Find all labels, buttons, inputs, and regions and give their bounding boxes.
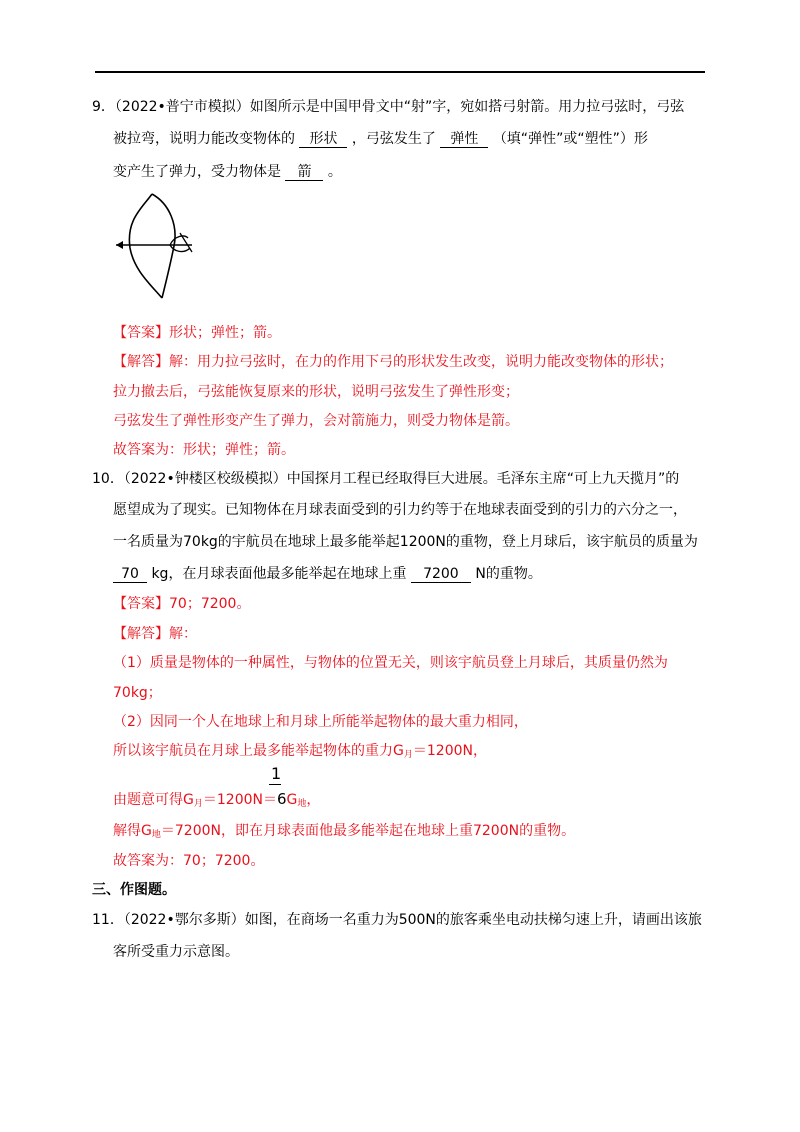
q10-line4-text-b: N的重物。 bbox=[475, 566, 542, 582]
q10-analysis-p5 bbox=[113, 821, 575, 845]
q11-line1: 11．（2022•鄂尔多斯）如图，在商场一名重力为500N的旅客乘坐电动扶梯匀速上升，请画出该旅 bbox=[92, 912, 702, 928]
q9-blank-1: 形状 bbox=[299, 131, 347, 148]
q10-p5-text-b: ＝7200N，即在月球表面他最多能举起在地球上重7200N的重物。 bbox=[160, 823, 576, 839]
q9-line3-text-a: 变产生了弹力，受力物体是 bbox=[113, 164, 281, 180]
q10-line2: 愿望成为了现实。已知物体在月球表面受到的引力约等于在地球表面受到的引力的六分之一， bbox=[113, 502, 687, 518]
q9-line2-text-a: 被拉弯，说明力能改变物体的 bbox=[113, 131, 295, 147]
q10-p3-text-a: 所以该宇航员在月球上最多能举起物体的重力G bbox=[113, 743, 404, 759]
section-heading: 三、作图题。 bbox=[92, 882, 176, 898]
bow-arrow-figure bbox=[112, 190, 204, 302]
q10-p5-text-a: 解得G bbox=[113, 823, 152, 839]
q10-blank-2: 7200 bbox=[411, 566, 471, 583]
arrow-head-icon bbox=[116, 241, 123, 249]
q10-analysis-p3 bbox=[113, 741, 487, 765]
q10-analysis-head: 【解答】解： bbox=[113, 626, 197, 642]
q10-p5-subscript: 地 bbox=[151, 830, 161, 840]
q9-line1: 9．（2022•普宁市模拟）如图所示是中国甲骨文中“射”字，宛如搭弓射箭。用力拉弓弦时，弓弦 bbox=[92, 99, 685, 115]
q10-p4-subscript-2: 地 bbox=[297, 799, 307, 809]
q10-p4-text-a: 由题意可得G bbox=[113, 792, 194, 808]
q10-p4-subscript: 月 bbox=[193, 799, 203, 809]
q11-line2: 客所受重力示意图。 bbox=[113, 944, 239, 960]
q10-analysis-p1b: 70kg； bbox=[113, 685, 162, 701]
bow-limb-line bbox=[152, 194, 175, 298]
q9-line3 bbox=[113, 162, 342, 182]
q9-analysis-1: 【解答】解：用力拉弓弦时，在力的作用下弓的形状发生改变，说明力能改变物体的形状； bbox=[113, 354, 673, 370]
q10-p4-text-c: G bbox=[286, 792, 298, 808]
q9-line3-text-b: 。 bbox=[327, 164, 342, 180]
q10-analysis-p2: （2）因同一个人在地球上和月球上所能举起物体的最大重力相同， bbox=[113, 714, 528, 730]
arrow-nock-line bbox=[180, 233, 192, 252]
q10-p4-text-b: ＝1200N＝ bbox=[202, 792, 277, 808]
q9-line2-text-b: ，弓弦发生了 bbox=[351, 131, 436, 147]
q9-line2 bbox=[113, 129, 648, 149]
q10-p3-text-b: ＝1200N， bbox=[412, 743, 487, 759]
q10-line1: 10．（2022•钟楼区校级模拟）中国探月工程已经取得巨大进展。毛泽东主席“可上九天揽月”的 bbox=[92, 471, 680, 487]
bow-string-line bbox=[129, 194, 162, 298]
fraction-denominator: 6 bbox=[276, 790, 287, 808]
header-rule bbox=[95, 71, 705, 73]
q9-answer: 【答案】形状；弹性；箭。 bbox=[113, 325, 281, 341]
q10-analysis-p1: （1）质量是物体的一种属性，与物体的位置无关，则该宇航员登上月球后，其质量仍然为 bbox=[113, 655, 668, 671]
fraction-numerator: 1 bbox=[271, 764, 282, 783]
q10-final-answer: 故答案为：70；7200。 bbox=[113, 853, 265, 869]
q10-p4-text-d: ， bbox=[306, 792, 321, 808]
q10-line3: 一名质量为70kg的宇航员在地球上最多能举起1200N的重物，登上月球后，该宇航员的质量为 bbox=[113, 534, 698, 550]
q10-p3-subscript: 月 bbox=[403, 750, 413, 760]
q9-final-answer: 故答案为：形状；弹性；箭。 bbox=[113, 442, 295, 458]
q9-blank-3: 箭 bbox=[285, 164, 323, 181]
q9-analysis-2: 拉力撤去后，弓弦能恢复原来的形状，说明弓弦发生了弹性形变； bbox=[113, 384, 519, 400]
q9-blank-2: 弹性 bbox=[440, 131, 488, 148]
q10-answer: 【答案】70；7200。 bbox=[113, 596, 251, 612]
q9-line2-text-c: （填“弹性”或“塑性”）形 bbox=[492, 131, 648, 147]
fraction-bar bbox=[269, 784, 281, 785]
q10-blank-1: 70 bbox=[113, 566, 147, 583]
q10-analysis-p4 bbox=[113, 789, 320, 814]
q10-line4-text-a: kg，在月球表面他最多能举起在地球上重 bbox=[151, 566, 407, 582]
q10-line4 bbox=[113, 564, 542, 584]
q9-analysis-3: 弓弦发生了弹性形变产生了弹力，会对箭施力，则受力物体是箭。 bbox=[113, 413, 519, 429]
